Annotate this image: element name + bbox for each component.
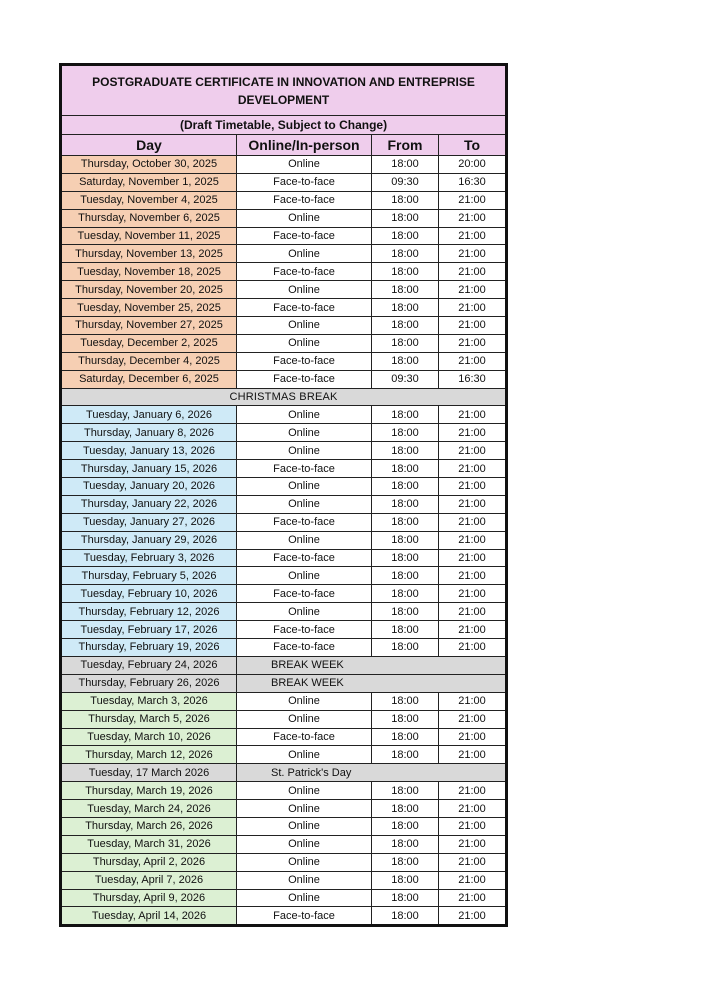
session-row: [61, 621, 507, 639]
session-day: Tuesday, April 14, 2026: [61, 907, 237, 926]
session-from: 18:00: [372, 871, 439, 889]
session-row: [61, 460, 507, 478]
session-to: 16:30: [439, 173, 507, 191]
session-mode: Online: [237, 871, 372, 889]
session-to: 21:00: [439, 191, 507, 209]
session-to: 21:00: [439, 782, 507, 800]
session-to: 21:00: [439, 639, 507, 657]
session-row: [61, 782, 507, 800]
session-day: Tuesday, December 2, 2025: [61, 334, 237, 352]
session-mode: Online: [237, 853, 372, 871]
session-from: 18:00: [372, 585, 439, 603]
session-to: 21:00: [439, 800, 507, 818]
session-row: [61, 889, 507, 907]
session-mode: Online: [237, 889, 372, 907]
session-from: 18:00: [372, 460, 439, 478]
session-row: [61, 227, 507, 245]
column-header-to: To: [439, 135, 507, 156]
session-mode: Online: [237, 245, 372, 263]
session-to: 21:00: [439, 567, 507, 585]
session-day: Tuesday, January 27, 2026: [61, 513, 237, 531]
non-teaching-row: [61, 674, 507, 692]
break-label: CHRISTMAS BREAK: [61, 388, 507, 406]
session-row: [61, 800, 507, 818]
session-day: Tuesday, January 13, 2026: [61, 442, 237, 460]
session-from: 18:00: [372, 531, 439, 549]
session-from: 18:00: [372, 639, 439, 657]
session-day: Thursday, January 22, 2026: [61, 495, 237, 513]
session-day: Thursday, March 12, 2026: [61, 746, 237, 764]
session-row: [61, 746, 507, 764]
session-mode: Face-to-face: [237, 370, 372, 388]
session-mode: Online: [237, 817, 372, 835]
session-from: 18:00: [372, 907, 439, 926]
session-from: 18:00: [372, 442, 439, 460]
session-mode: Face-to-face: [237, 907, 372, 926]
session-row: [61, 639, 507, 657]
session-mode: Face-to-face: [237, 728, 372, 746]
session-day: Thursday, April 2, 2026: [61, 853, 237, 871]
session-from: 09:30: [372, 370, 439, 388]
session-note: BREAK WEEK: [237, 674, 507, 692]
session-row: [61, 173, 507, 191]
session-mode: Face-to-face: [237, 352, 372, 370]
session-row: [61, 531, 507, 549]
session-row: [61, 495, 507, 513]
session-day: Tuesday, 17 March 2026: [61, 764, 237, 782]
session-mode: Online: [237, 442, 372, 460]
session-mode: Face-to-face: [237, 639, 372, 657]
session-from: 18:00: [372, 800, 439, 818]
session-day: Thursday, March 19, 2026: [61, 782, 237, 800]
session-from: 18:00: [372, 853, 439, 871]
session-mode: Online: [237, 495, 372, 513]
session-row: [61, 478, 507, 496]
session-row: [61, 728, 507, 746]
session-day: Tuesday, November 4, 2025: [61, 191, 237, 209]
session-row: [61, 585, 507, 603]
session-to: 21:00: [439, 549, 507, 567]
session-to: 21:00: [439, 513, 507, 531]
session-mode: Online: [237, 782, 372, 800]
session-mode: Face-to-face: [237, 513, 372, 531]
session-to: 21:00: [439, 442, 507, 460]
session-mode: Online: [237, 317, 372, 335]
column-header-row: [61, 135, 507, 156]
session-to: 21:00: [439, 227, 507, 245]
session-row: [61, 907, 507, 926]
session-to: 21:00: [439, 352, 507, 370]
session-to: 21:00: [439, 603, 507, 621]
session-day: Tuesday, February 10, 2026: [61, 585, 237, 603]
session-day: Tuesday, January 6, 2026: [61, 406, 237, 424]
session-to: 21:00: [439, 495, 507, 513]
session-row: [61, 442, 507, 460]
session-row: [61, 156, 507, 174]
session-row: [61, 191, 507, 209]
session-note: St. Patrick's Day: [237, 764, 507, 782]
session-day: Thursday, April 9, 2026: [61, 889, 237, 907]
session-to: 21:00: [439, 406, 507, 424]
session-from: 18:00: [372, 352, 439, 370]
session-row: [61, 603, 507, 621]
session-to: 21:00: [439, 889, 507, 907]
session-note: BREAK WEEK: [237, 656, 507, 674]
session-row: [61, 334, 507, 352]
session-from: 18:00: [372, 889, 439, 907]
session-row: [61, 352, 507, 370]
session-from: 18:00: [372, 603, 439, 621]
session-row: [61, 370, 507, 388]
session-day: Saturday, November 1, 2025: [61, 173, 237, 191]
session-from: 18:00: [372, 191, 439, 209]
session-day: Tuesday, March 10, 2026: [61, 728, 237, 746]
session-day: Thursday, February 26, 2026: [61, 674, 237, 692]
session-row: [61, 299, 507, 317]
timetable-subtitle: (Draft Timetable, Subject to Change): [61, 116, 507, 135]
session-day: Thursday, October 30, 2025: [61, 156, 237, 174]
session-mode: Online: [237, 746, 372, 764]
session-to: 21:00: [439, 835, 507, 853]
session-day: Thursday, November 27, 2025: [61, 317, 237, 335]
session-mode: Online: [237, 567, 372, 585]
session-from: 18:00: [372, 334, 439, 352]
session-mode: Online: [237, 156, 372, 174]
column-header-from: From: [372, 135, 439, 156]
session-day: Tuesday, March 31, 2026: [61, 835, 237, 853]
session-day: Thursday, November 13, 2025: [61, 245, 237, 263]
session-to: 21:00: [439, 460, 507, 478]
session-from: 18:00: [372, 567, 439, 585]
session-mode: Face-to-face: [237, 299, 372, 317]
session-from: 09:30: [372, 173, 439, 191]
session-from: 18:00: [372, 424, 439, 442]
session-from: 18:00: [372, 281, 439, 299]
session-from: 18:00: [372, 245, 439, 263]
session-day: Thursday, November 6, 2025: [61, 209, 237, 227]
column-header-mode: Online/In-person: [237, 135, 372, 156]
column-header-day: Day: [61, 135, 237, 156]
non-teaching-row: [61, 764, 507, 782]
session-to: 21:00: [439, 263, 507, 281]
session-to: 21:00: [439, 281, 507, 299]
break-row: [61, 388, 507, 406]
session-from: 18:00: [372, 817, 439, 835]
session-mode: Online: [237, 209, 372, 227]
session-day: Tuesday, February 3, 2026: [61, 549, 237, 567]
session-row: [61, 209, 507, 227]
session-day: Tuesday, November 18, 2025: [61, 263, 237, 281]
session-day: Tuesday, March 24, 2026: [61, 800, 237, 818]
session-from: 18:00: [372, 835, 439, 853]
session-day: Thursday, November 20, 2025: [61, 281, 237, 299]
session-row: [61, 567, 507, 585]
session-to: 21:00: [439, 621, 507, 639]
session-day: Thursday, February 19, 2026: [61, 639, 237, 657]
session-row: [61, 263, 507, 281]
session-row: [61, 513, 507, 531]
session-day: Tuesday, November 25, 2025: [61, 299, 237, 317]
session-from: 18:00: [372, 317, 439, 335]
session-mode: Online: [237, 835, 372, 853]
timetable-title: POSTGRADUATE CERTIFICATE IN INNOVATION AND ENTREPRISE DEVELOPMENT: [61, 65, 507, 116]
session-day: Saturday, December 6, 2025: [61, 370, 237, 388]
session-mode: Online: [237, 531, 372, 549]
session-from: 18:00: [372, 710, 439, 728]
session-to: 16:30: [439, 370, 507, 388]
session-row: [61, 835, 507, 853]
session-to: 21:00: [439, 907, 507, 926]
session-day: Tuesday, November 11, 2025: [61, 227, 237, 245]
session-to: 21:00: [439, 209, 507, 227]
session-mode: Online: [237, 603, 372, 621]
session-mode: Face-to-face: [237, 191, 372, 209]
session-to: 21:00: [439, 531, 507, 549]
session-mode: Online: [237, 710, 372, 728]
session-day: Thursday, December 4, 2025: [61, 352, 237, 370]
session-row: [61, 710, 507, 728]
session-from: 18:00: [372, 513, 439, 531]
session-mode: Online: [237, 692, 372, 710]
session-row: [61, 281, 507, 299]
session-day: Thursday, February 12, 2026: [61, 603, 237, 621]
session-to: 21:00: [439, 871, 507, 889]
session-to: 21:00: [439, 424, 507, 442]
session-mode: Face-to-face: [237, 227, 372, 245]
session-from: 18:00: [372, 495, 439, 513]
session-to: 21:00: [439, 334, 507, 352]
session-mode: Online: [237, 424, 372, 442]
session-to: 21:00: [439, 585, 507, 603]
session-day: Thursday, January 29, 2026: [61, 531, 237, 549]
session-to: 21:00: [439, 746, 507, 764]
session-row: [61, 317, 507, 335]
session-from: 18:00: [372, 621, 439, 639]
session-row: [61, 871, 507, 889]
session-from: 18:00: [372, 227, 439, 245]
session-to: 21:00: [439, 478, 507, 496]
session-from: 18:00: [372, 478, 439, 496]
session-mode: Online: [237, 334, 372, 352]
session-from: 18:00: [372, 156, 439, 174]
session-row: [61, 853, 507, 871]
session-row: [61, 424, 507, 442]
session-day: Tuesday, January 20, 2026: [61, 478, 237, 496]
session-row: [61, 692, 507, 710]
session-day: Tuesday, February 24, 2026: [61, 656, 237, 674]
session-to: 21:00: [439, 317, 507, 335]
session-day: Thursday, March 5, 2026: [61, 710, 237, 728]
session-mode: Online: [237, 800, 372, 818]
session-day: Thursday, January 8, 2026: [61, 424, 237, 442]
session-row: [61, 549, 507, 567]
session-mode: Face-to-face: [237, 549, 372, 567]
timetable-body: [61, 156, 507, 926]
session-mode: Online: [237, 406, 372, 424]
session-row: [61, 406, 507, 424]
non-teaching-row: [61, 656, 507, 674]
session-day: Tuesday, March 3, 2026: [61, 692, 237, 710]
session-day: Thursday, March 26, 2026: [61, 817, 237, 835]
session-mode: Face-to-face: [237, 621, 372, 639]
session-to: 21:00: [439, 245, 507, 263]
session-to: 21:00: [439, 299, 507, 317]
session-from: 18:00: [372, 406, 439, 424]
session-from: 18:00: [372, 263, 439, 281]
session-day: Thursday, February 5, 2026: [61, 567, 237, 585]
session-row: [61, 817, 507, 835]
session-day: Thursday, January 15, 2026: [61, 460, 237, 478]
session-to: 21:00: [439, 728, 507, 746]
session-mode: Online: [237, 281, 372, 299]
session-from: 18:00: [372, 728, 439, 746]
session-mode: Face-to-face: [237, 585, 372, 603]
session-mode: Face-to-face: [237, 263, 372, 281]
session-from: 18:00: [372, 209, 439, 227]
session-to: 21:00: [439, 817, 507, 835]
session-from: 18:00: [372, 692, 439, 710]
session-to: 21:00: [439, 692, 507, 710]
session-from: 18:00: [372, 746, 439, 764]
session-from: 18:00: [372, 549, 439, 567]
session-day: Tuesday, February 17, 2026: [61, 621, 237, 639]
session-from: 18:00: [372, 782, 439, 800]
session-mode: Face-to-face: [237, 173, 372, 191]
session-from: 18:00: [372, 299, 439, 317]
session-to: 20:00: [439, 156, 507, 174]
session-row: [61, 245, 507, 263]
session-mode: Face-to-face: [237, 460, 372, 478]
session-to: 21:00: [439, 710, 507, 728]
session-day: Tuesday, April 7, 2026: [61, 871, 237, 889]
timetable: [59, 63, 508, 927]
session-mode: Online: [237, 478, 372, 496]
session-to: 21:00: [439, 853, 507, 871]
